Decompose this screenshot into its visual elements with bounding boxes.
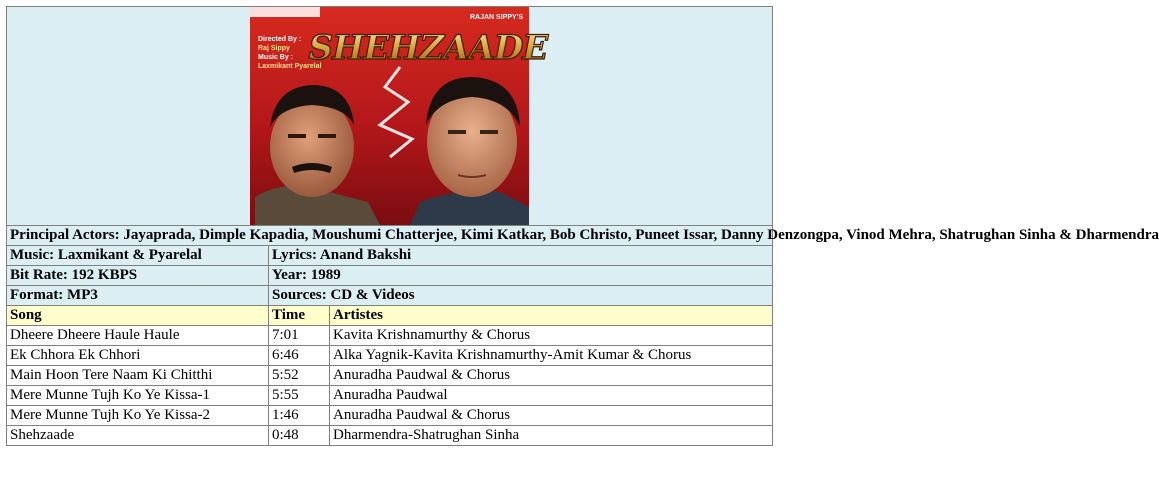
bitrate-year-row: [7, 266, 773, 286]
lyrics-credit: Lyrics: Anand Bakshi: [269, 246, 773, 266]
actors-row: [7, 226, 773, 246]
cover-credit-3: Music By :: [258, 54, 294, 61]
track-row: [7, 386, 773, 406]
track-time: 5:55: [269, 386, 330, 406]
principal-actors: Principal Actors: Jayaprada, Dimple Kapadia, Moushumi Chatterjee, Kimi Katkar, Bob Christo, Puneet Issar, Danny Denzongpa, Vinod Mehra, Shatrughan Sinha & Dharmendra: [7, 226, 773, 246]
track-artistes: Alka Yagnik-Kavita Krishnamurthy-Amit Kumar & Chorus: [330, 346, 773, 366]
track-row: [7, 406, 773, 426]
track-time: 7:01: [269, 326, 330, 346]
cover-credit-2: Raj Sippy: [258, 45, 290, 52]
track-artistes: Anuradha Paudwal & Chorus: [330, 406, 773, 426]
track-time: 5:52: [269, 366, 330, 386]
cover-row: [7, 7, 773, 226]
music-credit: Music: Laxmikant & Pyarelal: [7, 246, 269, 266]
album-cover-image: [250, 7, 548, 225]
release-year: Year: 1989: [269, 266, 773, 286]
track-time: 1:46: [269, 406, 330, 426]
track-song: Mere Munne Tujh Ko Ye Kissa-2: [7, 406, 269, 426]
cover-producer: RAJAN SIPPY'S: [470, 14, 524, 21]
track-row: [7, 326, 773, 346]
track-row: [7, 346, 773, 366]
cover-title: SHEHZAADE: [308, 28, 548, 68]
cover-credit-1: Directed By :: [258, 36, 302, 43]
album-table: [6, 6, 1159, 446]
column-header-artistes: Artistes: [330, 306, 773, 326]
format-sources-row: [7, 286, 773, 306]
track-song: Dheere Dheere Haule Haule: [7, 326, 269, 346]
bit-rate: Bit Rate: 192 KBPS: [7, 266, 269, 286]
file-format: Format: MP3: [7, 286, 269, 306]
track-song: Ek Chhora Ek Chhori: [7, 346, 269, 366]
track-artistes: Anuradha Paudwal & Chorus: [330, 366, 773, 386]
cover-credit-4: Laxmikant Pyarelal: [258, 63, 322, 70]
column-header-song: Song: [7, 306, 269, 326]
sources: Sources: CD & Videos: [269, 286, 773, 306]
track-row: [7, 426, 773, 446]
track-time: 6:46: [269, 346, 330, 366]
track-row: [7, 366, 773, 386]
track-time: 0:48: [269, 426, 330, 446]
cover-cell: [7, 7, 773, 226]
track-artistes: Kavita Krishnamurthy & Chorus: [330, 326, 773, 346]
track-artistes: Anuradha Paudwal: [330, 386, 773, 406]
column-header-row: [7, 306, 773, 326]
track-song: Main Hoon Tere Naam Ki Chitthi: [7, 366, 269, 386]
track-artistes: Dharmendra-Shatrughan Sinha: [330, 426, 773, 446]
track-song: Mere Munne Tujh Ko Ye Kissa-1: [7, 386, 269, 406]
music-lyrics-row: [7, 246, 773, 266]
column-header-time: Time: [269, 306, 330, 326]
track-song: Shehzaade: [7, 426, 269, 446]
